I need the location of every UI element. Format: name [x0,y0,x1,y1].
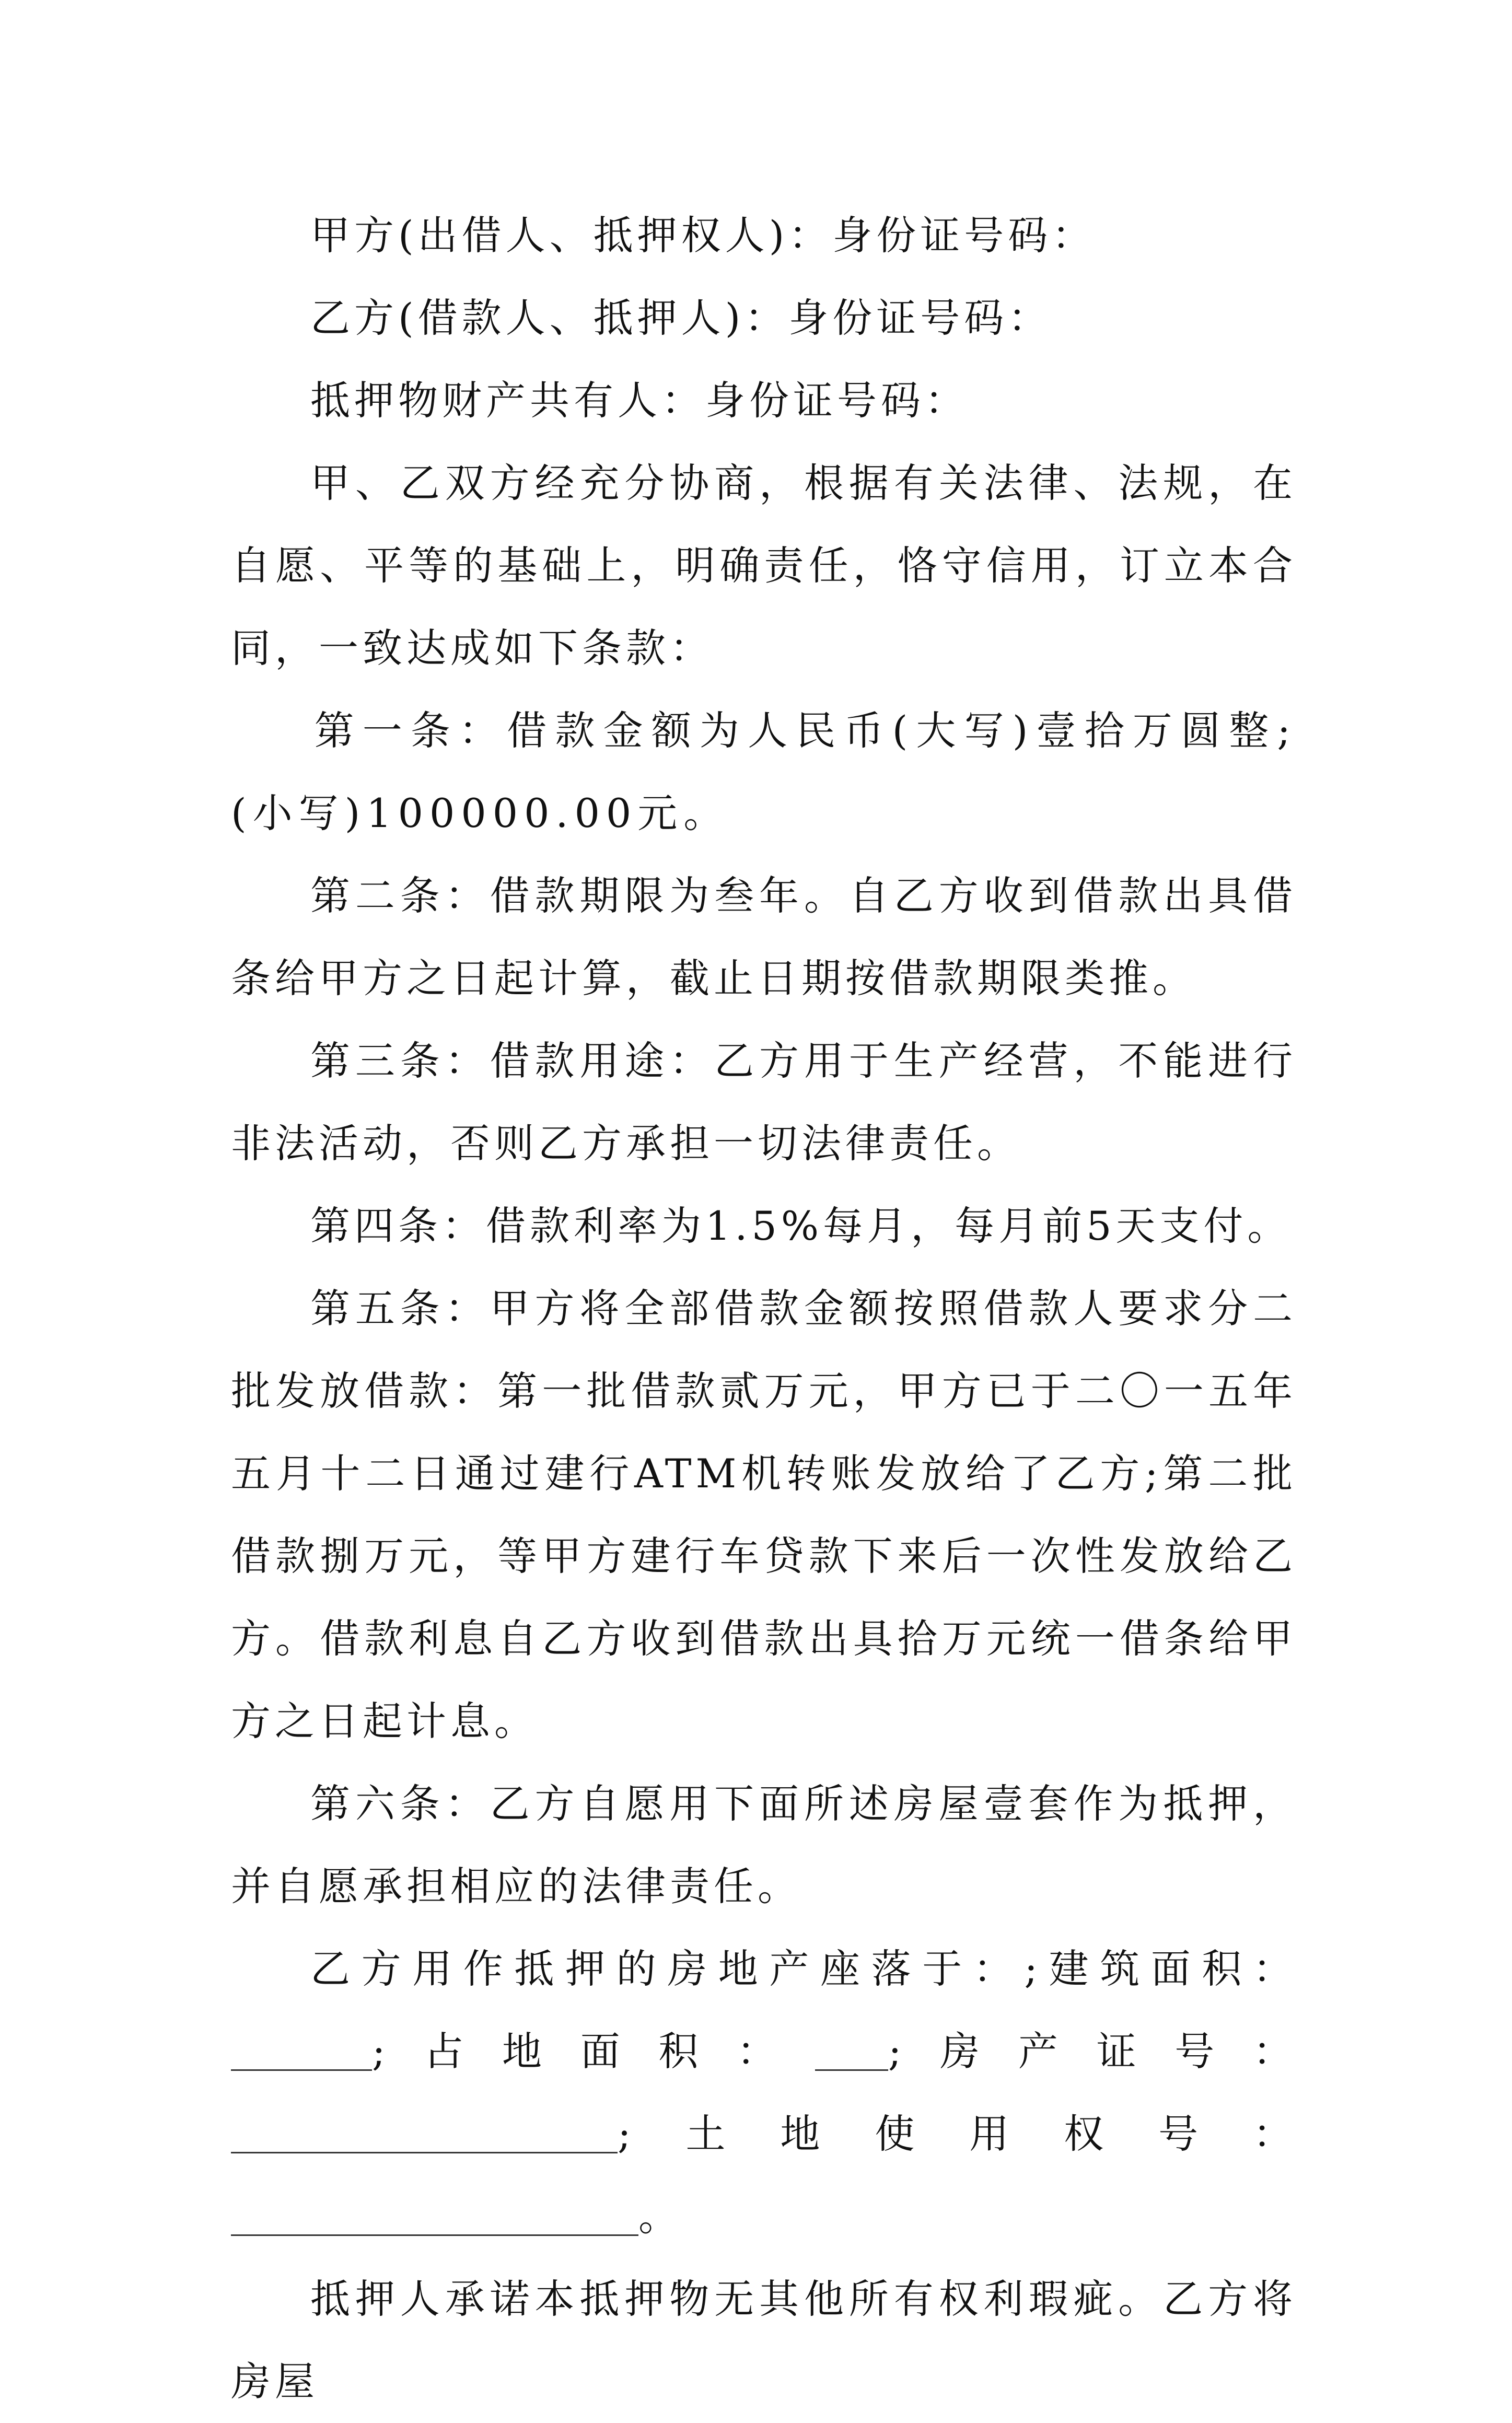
warranty-paragraph: 抵押人承诺本抵押物无其他所有权利瑕疵。乙方将房屋 [231,2276,1297,2405]
land-use-label: ;土地使用权号： [618,2111,1297,2157]
clause-6: 第六条：乙方自愿用下面所述房屋壹套作为抵押，并自愿承担相应的法律责任。 [231,1780,1297,1909]
clause-4: 第四条：借款利率为1.5%每月，每月前5天支付。 [310,1203,1292,1249]
building-area-blank [231,2030,372,2071]
property-location-text: 乙方用作抵押的房地产座落于：;建筑面积： [310,1946,1297,1992]
clause-2: 第二条：借款期限为叁年。自乙方收到借款出具借条给甲方之日起计算，截止日期按借款期限类推。 [231,872,1297,1001]
party-a-line: 甲方(出借人、抵押权人)：身份证号码： [310,212,1096,259]
land-area-label: ;占地面积： [372,2028,815,2075]
clause-1: 第一条：借款金额为人民币(大写)壹拾万圆整;(小写)100000.00元。 [231,707,1297,836]
property-end-mark: 。 [638,2193,682,2240]
party-b-line: 乙方(借款人、抵押人)：身份证号码： [310,295,1052,341]
property-cert-blank [231,2112,618,2153]
clause-3: 第三条：借款用途：乙方用于生产经营，不能进行非法活动，否则乙方承担一切法律责任。 [231,1038,1297,1167]
contract-body [231,194,1297,2423]
land-use-blank [231,2195,638,2236]
preamble-paragraph: 甲、乙双方经充分协商，根据有关法律、法规，在自愿、平等的基础上，明确责任，恪守信用，订立本合同，一致达成如下条款： [231,460,1297,671]
clause-5: 第五条：甲方将全部借款金额按照借款人要求分二批发放借款：第一批借款贰万元，甲方已于二〇一五年五月十二日通过建行ATM机转账发放给了乙方;第二批借款捌万元，等甲方建行车贷款下来后一次性发放给乙方。借款利息自乙方收到借款出具拾万元统一借条给甲方之日起计息。 [231,1285,1297,1744]
property-paragraph [231,1928,1297,2258]
co-owner-line: 抵押物财产共有人：身份证号码： [310,377,969,424]
land-area-blank [815,2030,888,2071]
property-cert-label: ;房产证号： [888,2028,1297,2075]
